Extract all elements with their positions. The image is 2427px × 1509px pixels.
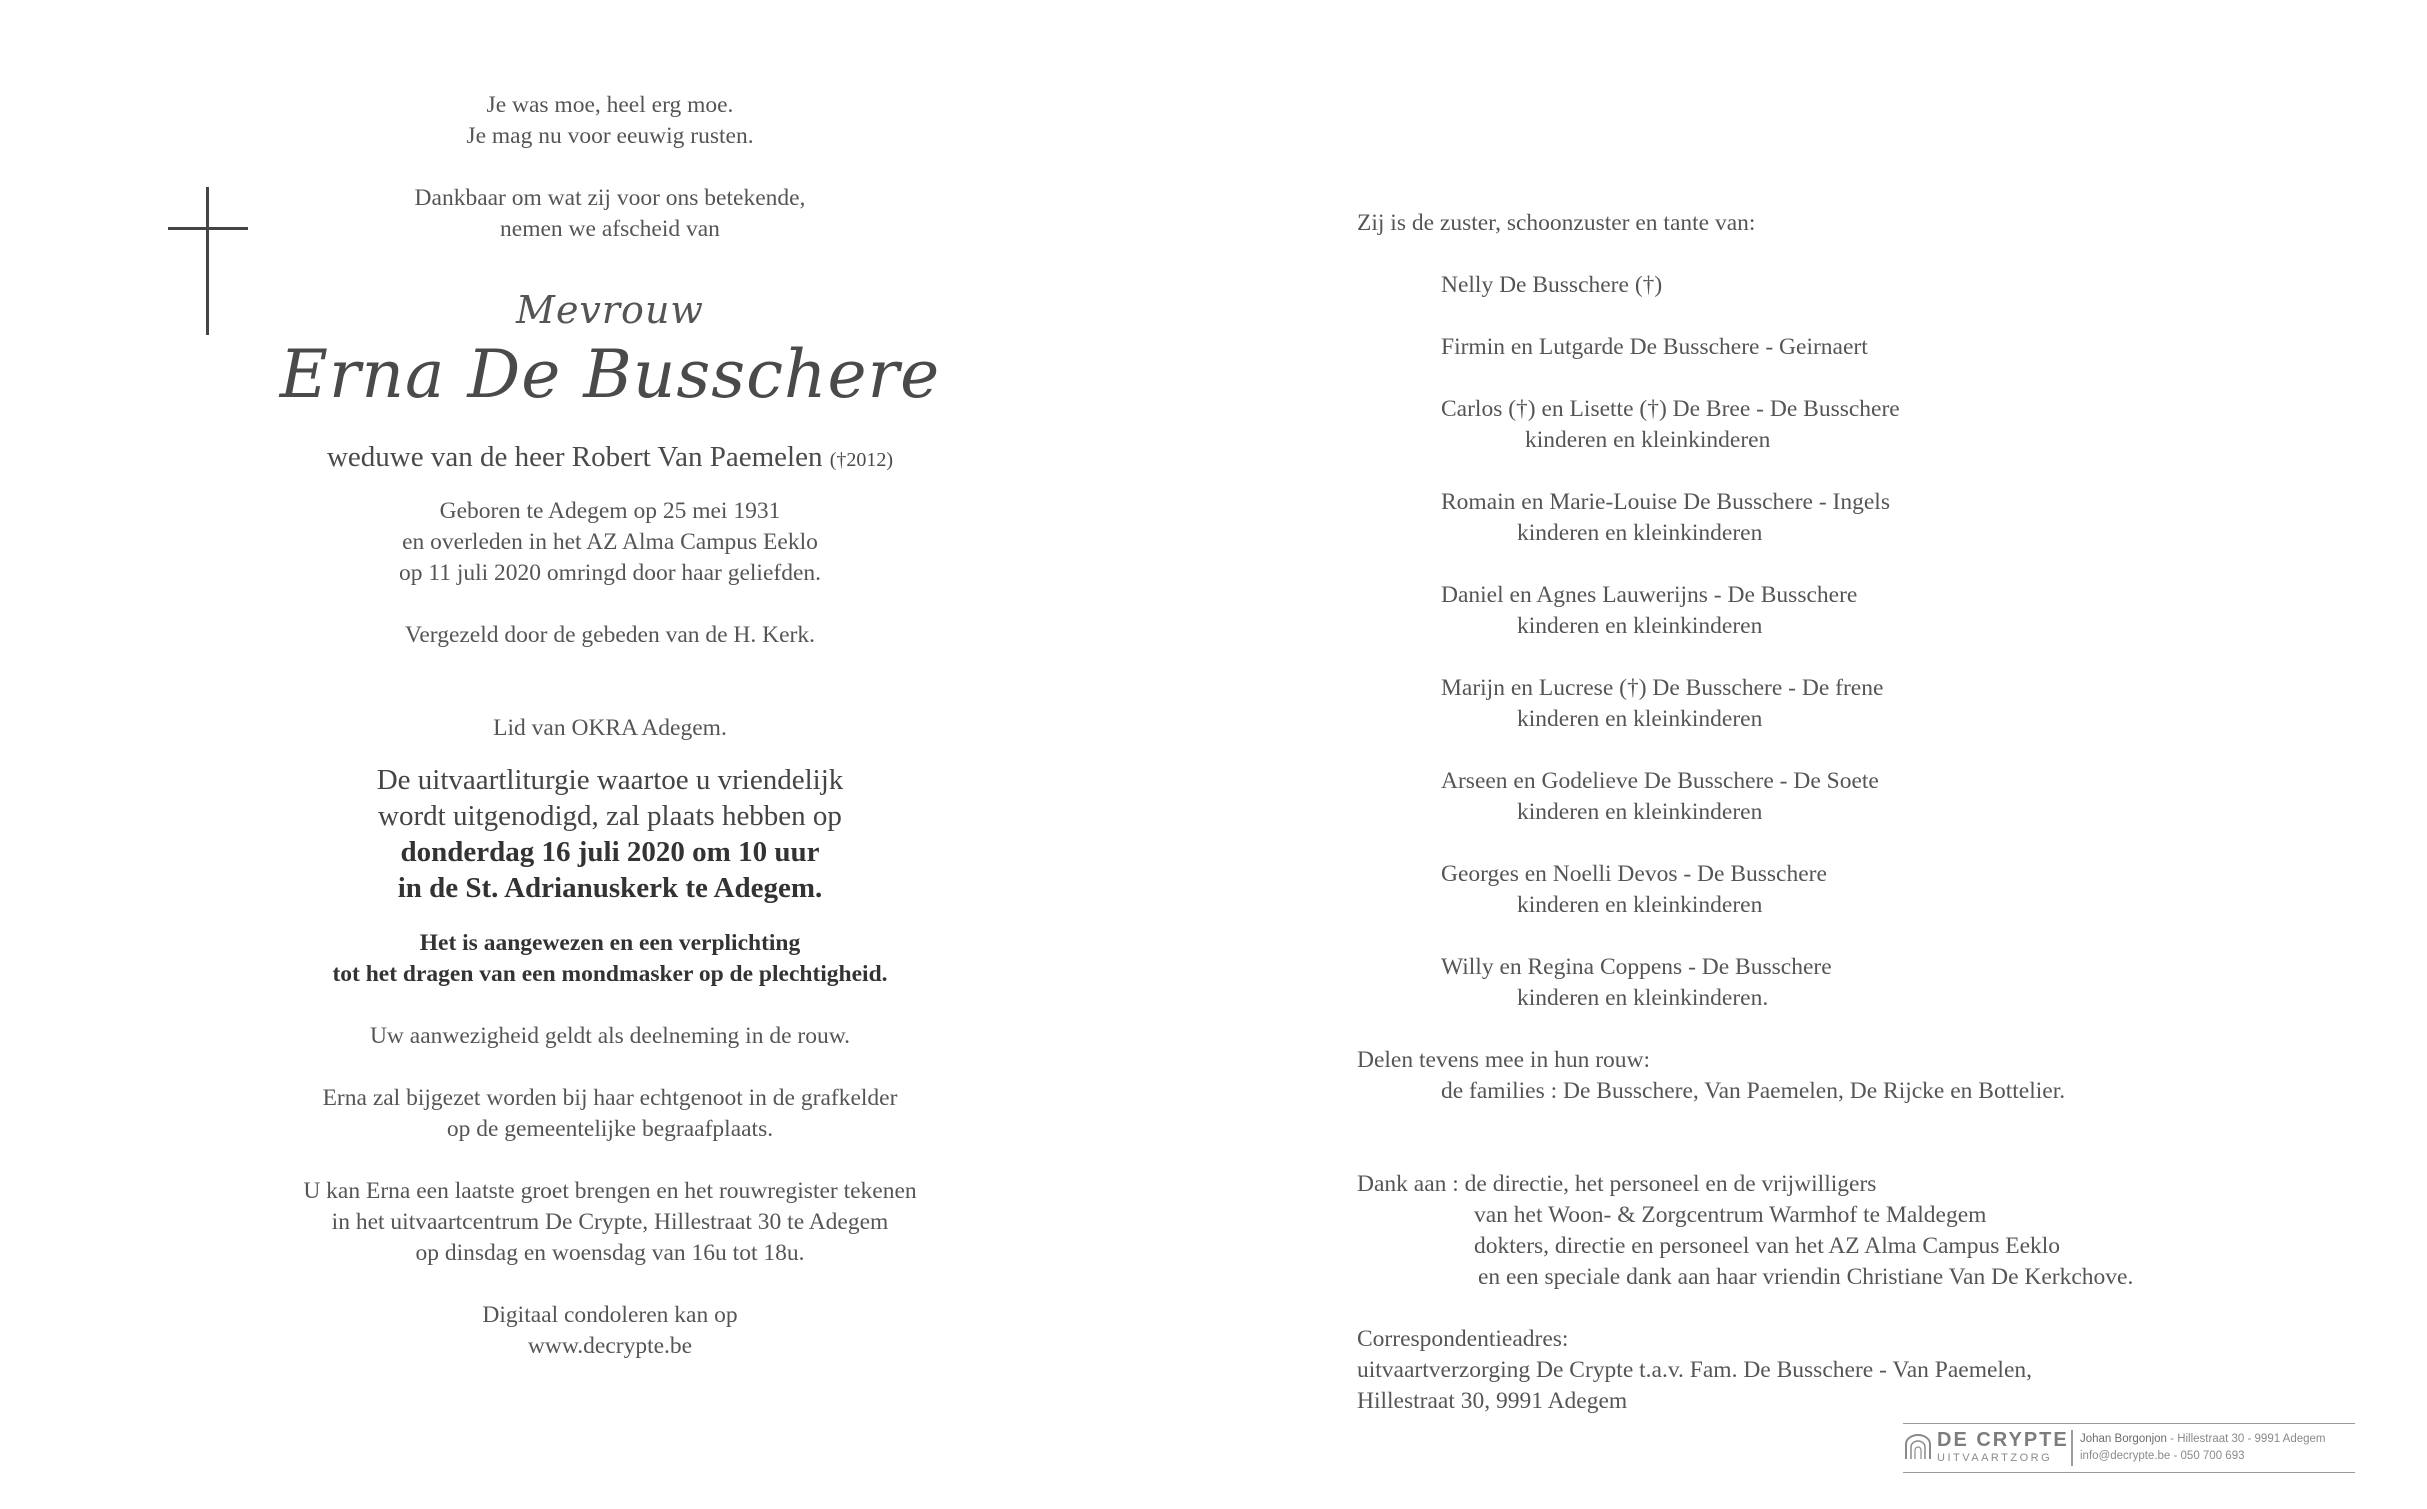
family-entry-descendants: kinderen en kleinkinderen <box>1517 892 1763 918</box>
thanks-line-4: en een speciale dank aan haar vriendin Christiane Van De Kerkchove. <box>1478 1264 2134 1290</box>
birth-line-2: en overleden in het AZ Alma Campus Eeklo <box>402 529 818 555</box>
deceased-name: Erna De Busschere <box>279 336 941 413</box>
invitation-date: donderdag 16 juli 2020 om 10 uur <box>400 836 820 868</box>
footer-contact-line-1 <box>2080 1432 2326 1447</box>
visit-line-3: op dinsdag en woensdag van 16u tot 18u. <box>415 1240 805 1266</box>
family-entry-name: Nelly De Busschere (†) <box>1441 272 1663 298</box>
family-entry <box>1357 766 2357 859</box>
mask-line-2: tot het dragen van een mondmasker op de plechtigheid. <box>332 961 888 987</box>
family-entry-name: Carlos (†) en Lisette (†) De Bree - De Busschere <box>1441 396 1900 422</box>
family-entry <box>1357 270 2357 332</box>
honorific: Mevrouw <box>516 288 704 332</box>
birth-line-3: op 11 juli 2020 omringd door haar geliefden. <box>398 560 822 586</box>
intro-line-2: nemen we afscheid van <box>500 216 720 242</box>
contact-name: Johan Borgonjon <box>2080 1433 2167 1445</box>
correspondence-label: Correspondentieadres: <box>1357 1326 1569 1352</box>
family-entry-descendants: kinderen en kleinkinderen <box>1525 427 1771 453</box>
right-column <box>1357 208 2357 1417</box>
family-entry-name: Romain en Marie-Louise De Busschere - Ingels <box>1441 489 1890 515</box>
invitation-line-2: wordt uitgenodigd, zal plaats hebben op <box>378 800 842 832</box>
condolence-line-1: Digitaal condoleren kan op <box>482 1302 738 1328</box>
family-entry-descendants: kinderen en kleinkinderen. <box>1517 985 1769 1011</box>
thanks-line-2: van het Woon- & Zorgcentrum Warmhof te Maldegem <box>1474 1202 1987 1228</box>
widow-death-year: (†2012) <box>829 449 894 471</box>
thanks-line-1: Dank aan : de directie, het personeel en de vrijwilligers <box>1357 1171 1877 1197</box>
family-entry-name: Willy en Regina Coppens - De Busschere <box>1441 954 1832 980</box>
family-entry-name: Georges en Noelli Devos - De Busschere <box>1441 861 1827 887</box>
family-entry-descendants: kinderen en kleinkinderen <box>1517 613 1763 639</box>
crypte-arch-icon <box>1905 1434 1931 1460</box>
footer-divider <box>2071 1430 2073 1466</box>
brand-subtitle: UITVAARTZORG <box>1937 1452 2053 1464</box>
family-entry-descendants: kinderen en kleinkinderen <box>1517 706 1763 732</box>
family-entry <box>1357 487 2357 580</box>
visit-line-2: in het uitvaartcentrum De Crypte, Hillestraat 30 te Adegem <box>331 1209 889 1235</box>
contact-address: - Hillestraat 30 - 9991 Adegem <box>2166 1433 2326 1445</box>
thanks-line-3: dokters, directie en personeel van het AZ Alma Campus Eeklo <box>1474 1233 2061 1259</box>
family-entry-name: Daniel en Agnes Lauwerijns - De Busschere <box>1441 582 1858 608</box>
poem-line-2: Je mag nu voor eeuwig rusten. <box>466 123 754 149</box>
burial-line-2: op de gemeentelijke begraafplaats. <box>446 1116 774 1142</box>
member-line: Lid van OKRA Adegem. <box>493 715 727 741</box>
family-entry-descendants: kinderen en kleinkinderen <box>1517 520 1763 546</box>
correspondence-line-1: uitvaartverzorging De Crypte t.a.v. Fam. De Busschere - Van Paemelen, <box>1357 1357 2032 1383</box>
funeral-home-logo <box>1903 1423 2355 1473</box>
correspondence-line-2: Hillestraat 30, 9991 Adegem <box>1357 1388 1628 1414</box>
family-entry-name: Arseen en Godelieve De Busschere - De Soete <box>1441 768 1879 794</box>
burial-line-1: Erna zal bijgezet worden bij haar echtgenoot in de grafkelder <box>322 1085 898 1111</box>
invitation-place: in de St. Adrianuskerk te Adegem. <box>397 872 823 904</box>
family-entry <box>1357 859 2357 952</box>
condolence-link[interactable]: www.decrypte.be <box>527 1333 693 1359</box>
footer-contact-line-2: info@decrypte.be - 050 700 693 <box>2080 1450 2245 1462</box>
brand-name: DE CRYPTE <box>1937 1429 2069 1451</box>
intro-line-1: Dankbaar om wat zij voor ons betekende, <box>414 185 806 211</box>
invitation-line-1: De uitvaartliturgie waartoe u vriendelijk <box>376 764 844 796</box>
presence-line: Uw aanwezigheid geldt als deelneming in de rouw. <box>369 1023 851 1049</box>
visit-line-1: U kan Erna een laatste groet brengen en het rouwregister tekenen <box>303 1178 917 1204</box>
family-list <box>1357 270 2357 1045</box>
left-column <box>200 90 1020 1362</box>
family-entry <box>1357 580 2357 673</box>
family-heading: Zij is de zuster, schoonzuster en tante van: <box>1357 210 1756 236</box>
family-entry <box>1357 332 2357 394</box>
family-entry <box>1357 952 2357 1045</box>
family-entry-name: Marijn en Lucrese (†) De Busschere - De frene <box>1441 675 1884 701</box>
church-line: Vergezeld door de gebeden van de H. Kerk. <box>405 622 815 648</box>
family-entry-descendants: kinderen en kleinkinderen <box>1517 799 1763 825</box>
widow-text: weduwe van de heer Robert Van Paemelen <box>326 441 823 473</box>
birth-line-1: Geboren te Adegem op 25 mei 1931 <box>439 498 781 524</box>
widow-line <box>200 437 1020 480</box>
poem-line-1: Je was moe, heel erg moe. <box>486 92 734 118</box>
family-entry <box>1357 673 2357 766</box>
family-entry <box>1357 394 2357 487</box>
share-line-1: Delen tevens mee in hun rouw: <box>1357 1047 1651 1073</box>
mask-line-1: Het is aangewezen en een verplichting <box>419 930 801 956</box>
share-line-2: de families : De Busschere, Van Paemelen, De Rijcke en Bottelier. <box>1441 1078 2066 1104</box>
family-entry-name: Firmin en Lutgarde De Busschere - Geirnaert <box>1441 334 1868 360</box>
